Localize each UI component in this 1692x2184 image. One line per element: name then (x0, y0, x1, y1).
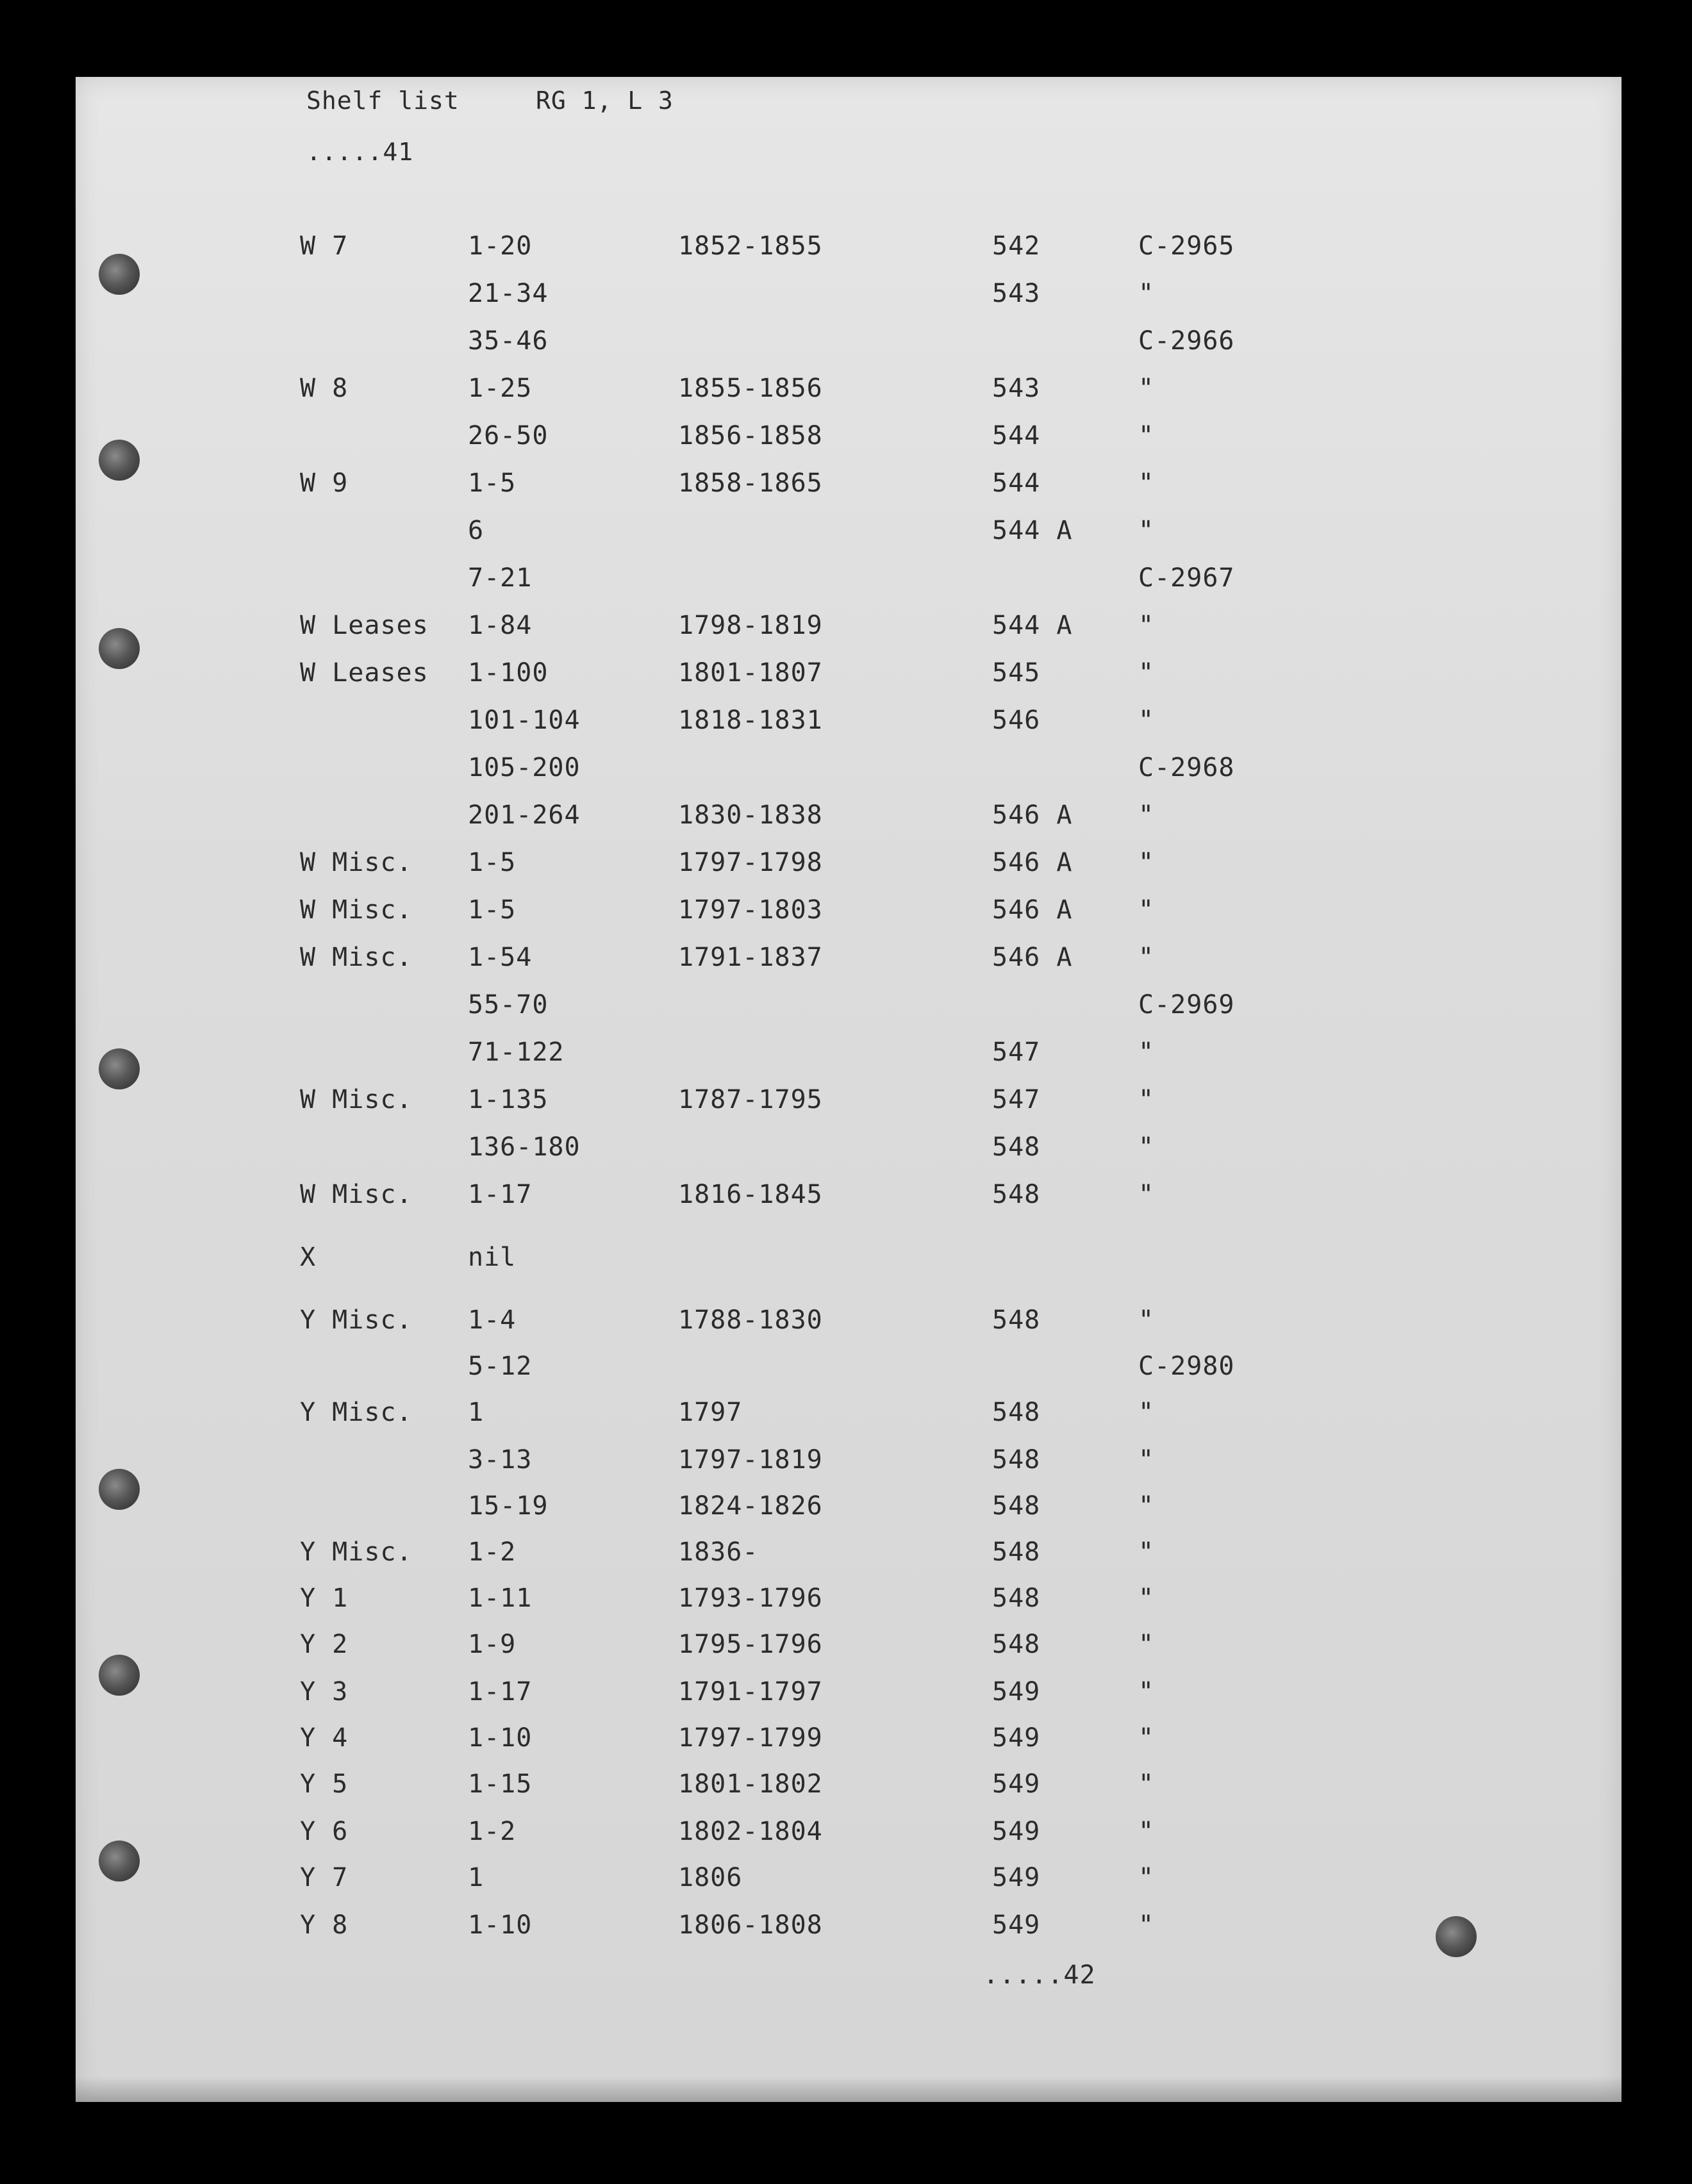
cell-dates: 1856-1858 (678, 421, 823, 451)
cell-series: W Misc. (300, 848, 413, 877)
cell-dates: 1797-1803 (678, 895, 823, 925)
cell-volume: 549 (992, 1723, 1041, 1753)
cell-item-range: 1-10 (468, 1723, 533, 1753)
cell-reel: " (1138, 1398, 1155, 1427)
cell-volume: 545 (992, 658, 1041, 688)
punch-hole (99, 1469, 140, 1510)
cell-item-range: 1-100 (468, 658, 549, 688)
cell-dates: 1802-1804 (678, 1817, 823, 1846)
cell-dates: 1852-1855 (678, 231, 823, 261)
cell-reel: " (1138, 1038, 1155, 1067)
cell-series: W 9 (300, 468, 349, 498)
cell-item-range: 1-10 (468, 1910, 533, 1940)
cell-series: Y 7 (300, 1863, 349, 1892)
cell-item-range: 5-12 (468, 1352, 533, 1381)
cell-volume: 542 (992, 231, 1041, 261)
cell-volume: 544 (992, 468, 1041, 498)
cell-reel: " (1138, 1863, 1155, 1892)
cell-reel: " (1138, 1723, 1155, 1753)
cell-dates: 1830-1838 (678, 800, 823, 830)
cell-reel: C-2966 (1138, 326, 1235, 356)
cell-reel: " (1138, 611, 1155, 640)
cell-reel: " (1138, 1085, 1155, 1114)
cell-reel: " (1138, 421, 1155, 451)
cell-reel: C-2965 (1138, 231, 1235, 261)
cell-reel: " (1138, 1630, 1155, 1659)
cell-item-range: 1-5 (468, 468, 517, 498)
cell-reel: C-2968 (1138, 753, 1235, 782)
cell-series: W Misc. (300, 895, 413, 925)
cell-reel: " (1138, 1180, 1155, 1209)
cell-volume: 549 (992, 1817, 1041, 1846)
cell-reel: " (1138, 374, 1155, 403)
cell-volume: 548 (992, 1537, 1041, 1567)
cell-reel: " (1138, 1537, 1155, 1567)
cell-item-range: 105-200 (468, 753, 581, 782)
cell-reel: " (1138, 943, 1155, 972)
cell-series: W Misc. (300, 1085, 413, 1114)
cell-reel: " (1138, 1491, 1155, 1521)
cell-item-range: 6 (468, 516, 485, 545)
punch-hole (99, 440, 140, 481)
cell-series: W 7 (300, 231, 349, 261)
cell-item-range: 26-50 (468, 421, 549, 451)
cell-volume: 548 (992, 1445, 1041, 1475)
cell-volume: 543 (992, 279, 1041, 308)
cell-reel: " (1138, 658, 1155, 688)
next-page-ref: .....42 (983, 1960, 1096, 1990)
cell-reel: " (1138, 516, 1155, 545)
cell-reel: " (1138, 1584, 1155, 1613)
cell-item-range: 1-15 (468, 1769, 533, 1799)
cell-item-range: 15-19 (468, 1491, 549, 1521)
cell-dates: 1798-1819 (678, 611, 823, 640)
cell-volume: 549 (992, 1769, 1041, 1799)
cell-series: Y 3 (300, 1677, 349, 1707)
previous-page-ref: .....41 (306, 138, 414, 166)
cell-series: W Leases (300, 658, 429, 688)
cell-dates: 1806 (678, 1863, 743, 1892)
cell-item-range: 1-11 (468, 1584, 533, 1613)
cell-dates: 1795-1796 (678, 1630, 823, 1659)
cell-reel: C-2969 (1138, 990, 1235, 1020)
cell-volume: 549 (992, 1863, 1041, 1892)
cell-volume: 546 A (992, 943, 1073, 972)
cell-volume: 548 (992, 1305, 1041, 1335)
cell-item-range: 1-5 (468, 848, 517, 877)
cell-item-range: 3-13 (468, 1445, 533, 1475)
cell-dates: 1818-1831 (678, 706, 823, 735)
cell-reel: " (1138, 1305, 1155, 1335)
cell-item-range: 1-135 (468, 1085, 549, 1114)
cell-item-range: 7-21 (468, 563, 533, 593)
cell-dates: 1801-1802 (678, 1769, 823, 1799)
cell-volume: 549 (992, 1677, 1041, 1707)
doc-title: Shelf list (306, 87, 460, 115)
cell-item-range: 1-4 (468, 1305, 517, 1335)
cell-dates: 1806-1808 (678, 1910, 823, 1940)
cell-series: Y 4 (300, 1723, 349, 1753)
cell-reel: " (1138, 895, 1155, 925)
cell-dates: 1824-1826 (678, 1491, 823, 1521)
cell-volume: 546 A (992, 800, 1073, 830)
cell-volume: 543 (992, 374, 1041, 403)
cell-dates: 1801-1807 (678, 658, 823, 688)
cell-dates: 1791-1797 (678, 1677, 823, 1707)
cell-volume: 548 (992, 1180, 1041, 1209)
cell-dates: 1858-1865 (678, 468, 823, 498)
cell-volume: 548 (992, 1630, 1041, 1659)
cell-series: Y Misc. (300, 1537, 413, 1567)
cell-reel: " (1138, 1445, 1155, 1475)
cell-dates: 1855-1856 (678, 374, 823, 403)
cell-volume: 544 A (992, 611, 1073, 640)
cell-volume: 548 (992, 1584, 1041, 1613)
cell-dates: 1797-1798 (678, 848, 823, 877)
cell-series: Y Misc. (300, 1305, 413, 1335)
cell-volume: 544 A (992, 516, 1073, 545)
cell-volume: 548 (992, 1132, 1041, 1162)
cell-volume: 546 A (992, 895, 1073, 925)
cell-dates: 1787-1795 (678, 1085, 823, 1114)
cell-item-range: 55-70 (468, 990, 549, 1020)
cell-item-range: 1-2 (468, 1537, 517, 1567)
cell-item-range: 1-9 (468, 1630, 517, 1659)
page-shadow (76, 2076, 1622, 2102)
cell-reel: " (1138, 468, 1155, 498)
cell-dates: 1797-1819 (678, 1445, 823, 1475)
cell-series: X (300, 1243, 317, 1272)
cell-dates: 1797 (678, 1398, 743, 1427)
cell-series: W Misc. (300, 943, 413, 972)
cell-volume: 549 (992, 1910, 1041, 1940)
cell-item-range: 35-46 (468, 326, 549, 356)
cell-series: Y 1 (300, 1584, 349, 1613)
cell-reel: " (1138, 1910, 1155, 1940)
cell-item-range: 1-5 (468, 895, 517, 925)
cell-reel: " (1138, 1677, 1155, 1707)
cell-item-range: 1 (468, 1863, 485, 1892)
punch-hole (99, 628, 140, 669)
cell-item-range: 21-34 (468, 279, 549, 308)
record-group: RG 1, L 3 (536, 87, 674, 115)
cell-series: Y 8 (300, 1910, 349, 1940)
cell-volume: 548 (992, 1398, 1041, 1427)
cell-item-range: 1-25 (468, 374, 533, 403)
cell-series: W Leases (300, 611, 429, 640)
cell-reel: " (1138, 1817, 1155, 1846)
cell-dates: 1791-1837 (678, 943, 823, 972)
cell-item-range: 1-2 (468, 1817, 517, 1846)
cell-series: Y 5 (300, 1769, 349, 1799)
cell-item-range: 1 (468, 1398, 485, 1427)
cell-series: Y 6 (300, 1817, 349, 1846)
cell-item-range: 101-104 (468, 706, 581, 735)
cell-series: Y Misc. (300, 1398, 413, 1427)
cell-reel: C-2967 (1138, 563, 1235, 593)
cell-item-range: 1-17 (468, 1180, 533, 1209)
cell-series: Y 2 (300, 1630, 349, 1659)
cell-reel: " (1138, 279, 1155, 308)
cell-volume: 546 (992, 706, 1041, 735)
cell-dates: 1788-1830 (678, 1305, 823, 1335)
cell-volume: 548 (992, 1491, 1041, 1521)
cell-item-range: 201-264 (468, 800, 581, 830)
cell-item-range: nil (468, 1243, 517, 1272)
punch-hole (99, 254, 140, 295)
cell-dates: 1793-1796 (678, 1584, 823, 1613)
cell-dates: 1816-1845 (678, 1180, 823, 1209)
cell-reel: " (1138, 706, 1155, 735)
cell-reel: " (1138, 1132, 1155, 1162)
cell-volume: 547 (992, 1085, 1041, 1114)
cell-reel: C-2980 (1138, 1352, 1235, 1381)
punch-hole (99, 1048, 140, 1089)
punch-hole (99, 1655, 140, 1696)
cell-reel: " (1138, 800, 1155, 830)
cell-item-range: 136-180 (468, 1132, 581, 1162)
cell-item-range: 1-54 (468, 943, 533, 972)
cell-reel: " (1138, 1769, 1155, 1799)
cell-item-range: 1-17 (468, 1677, 533, 1707)
cell-series: W Misc. (300, 1180, 413, 1209)
cell-reel: " (1138, 848, 1155, 877)
cell-series: W 8 (300, 374, 349, 403)
cell-volume: 544 (992, 421, 1041, 451)
cell-item-range: 71-122 (468, 1038, 565, 1067)
cell-volume: 547 (992, 1038, 1041, 1067)
cell-item-range: 1-84 (468, 611, 533, 640)
cell-item-range: 1-20 (468, 231, 533, 261)
cell-dates: 1836- (678, 1537, 759, 1567)
cell-volume: 546 A (992, 848, 1073, 877)
punch-hole (1436, 1916, 1477, 1957)
punch-hole (99, 1841, 140, 1882)
cell-dates: 1797-1799 (678, 1723, 823, 1753)
